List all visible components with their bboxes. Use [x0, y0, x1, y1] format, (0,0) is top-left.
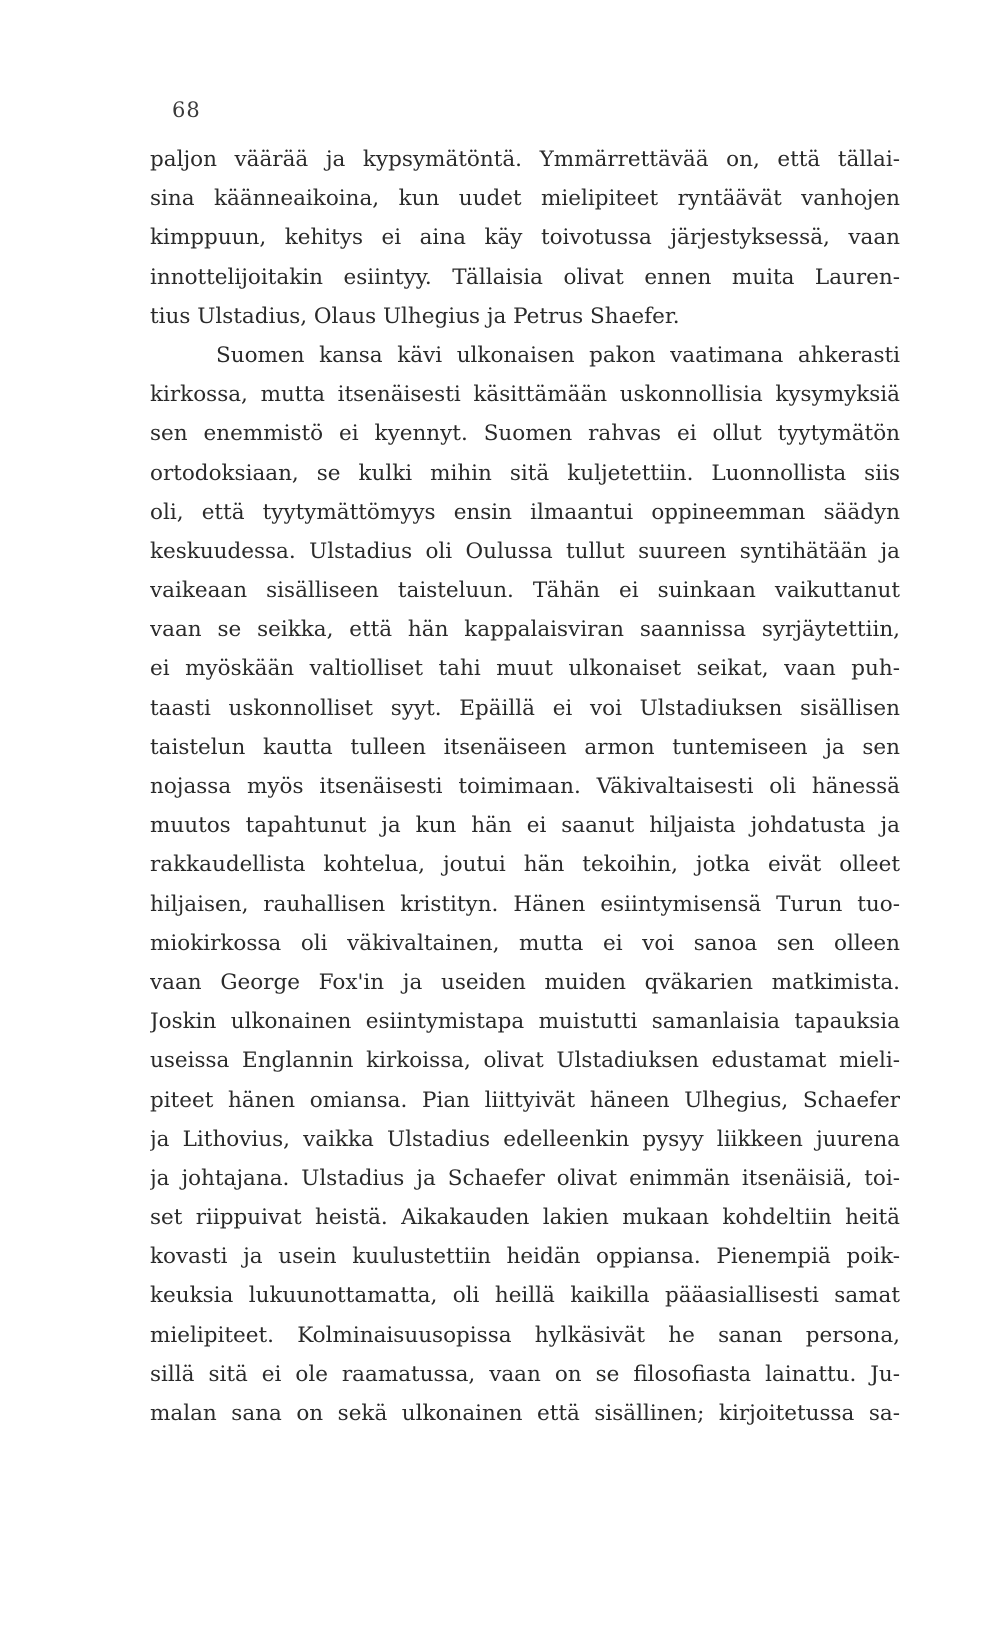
text-line: Suomen kansa kävi ulkonaisen pakon vaatimana ahkerasti	[216, 342, 900, 368]
text-line: hiljaisen, rauhallisen kristityn. Hänen esiintymisensä Turun tuo-	[150, 891, 900, 917]
text-line: vaan se seikka, että hän kappalaisviran saannissa syrjäytettiin,	[150, 617, 900, 643]
text-line: innottelijoitakin esiintyy. Tällaisia olivat ennen muita Lauren-	[150, 264, 900, 290]
text-line: keskuudessa. Ulstadius oli Oulussa tullut suureen syntihätään ja	[150, 538, 900, 564]
text-line: ja johtajana. Ulstadius ja Schaefer olivat enimmän itsenäisiä, toi-	[150, 1165, 900, 1191]
text-line: taasti uskonnolliset syyt. Epäillä ei voi Ulstadiuksen sisällisen	[150, 695, 900, 721]
text-line: keuksia lukuunottamatta, oli heillä kaikilla pääasiallisesti samat	[150, 1283, 900, 1309]
text-line: rakkaudellista kohtelua, joutui hän tekoihin, jotka eivät olleet	[150, 852, 900, 878]
text-line: piteet hänen omiansa. Pian liittyivät häneen Ulhegius, Schaefer	[150, 1087, 900, 1113]
text-line: taistelun kautta tulleen itsenäiseen armon tuntemiseen ja sen	[150, 734, 900, 760]
text-line: ortodoksiaan, se kulki mihin sitä kuljetettiin. Luonnollista siis	[150, 460, 900, 486]
text-line: sen enemmistö ei kyennyt. Suomen rahvas ei ollut tyytymätön	[150, 421, 900, 447]
page-number: 68	[172, 98, 201, 122]
body-text	[150, 140, 900, 1433]
text-line: mielipiteet. Kolminaisuusopissa hylkäsivät he sanan persona,	[150, 1322, 900, 1348]
text-line: kirkossa, mutta itsenäisesti käsittämään uskonnollisia kysymyksiä	[150, 382, 900, 408]
text-line: useissa Englannin kirkoissa, olivat Ulstadiuksen edustamat mieli-	[150, 1048, 900, 1074]
text-line: ja Lithovius, vaikka Ulstadius edelleenkin pysyy liikkeen juurena	[150, 1126, 900, 1152]
text-line: paljon väärää ja kypsymätöntä. Ymmärrettävää on, että tällai-	[150, 147, 900, 172]
text-line: ei myöskään valtiolliset tahi muut ulkonaiset seikat, vaan puh-	[150, 656, 900, 682]
text-line: sillä sitä ei ole raamatussa, vaan on se filosofiasta lainattu. Ju-	[150, 1361, 900, 1387]
text-line: kovasti ja usein kuulustettiin heidän oppiansa. Pienempiä poik-	[150, 1244, 900, 1270]
text-line: oli, että tyytymättömyys ensin ilmaantui oppineemman säädyn	[150, 499, 900, 525]
text-line: Joskin ulkonainen esiintymistapa muistutti samanlaisia tapauksia	[150, 1009, 900, 1035]
text-line: vaikeaan sisälliseen taisteluun. Tähän ei suinkaan vaikuttanut	[150, 578, 900, 604]
text-line: sina käänneaikoina, kun uudet mielipiteet ryntäävät vanhojen	[150, 186, 900, 212]
text-line: muutos tapahtunut ja kun hän ei saanut hiljaista johdatusta ja	[150, 813, 900, 839]
text-line: vaan George Fox'in ja useiden muiden qväkarien matkimista.	[150, 969, 900, 995]
text-line: miokirkossa oli väkivaltainen, mutta ei voi sanoa sen olleen	[150, 930, 900, 956]
text-line: set riippuivat heistä. Aikakauden lakien mukaan kohdeltiin heitä	[150, 1205, 900, 1231]
text-line: nojassa myös itsenäisesti toimimaan. Väkivaltaisesti oli hänessä	[150, 774, 900, 799]
text-line: malan sana on sekä ulkonainen että sisällinen; kirjoitetussa sa-	[150, 1401, 900, 1426]
text-line: tius Ulstadius, Olaus Ulhegius ja Petrus Shaefer.	[150, 303, 680, 329]
text-line: kimppuun, kehitys ei aina käy toivotussa järjestyksessä, vaan	[150, 225, 900, 251]
